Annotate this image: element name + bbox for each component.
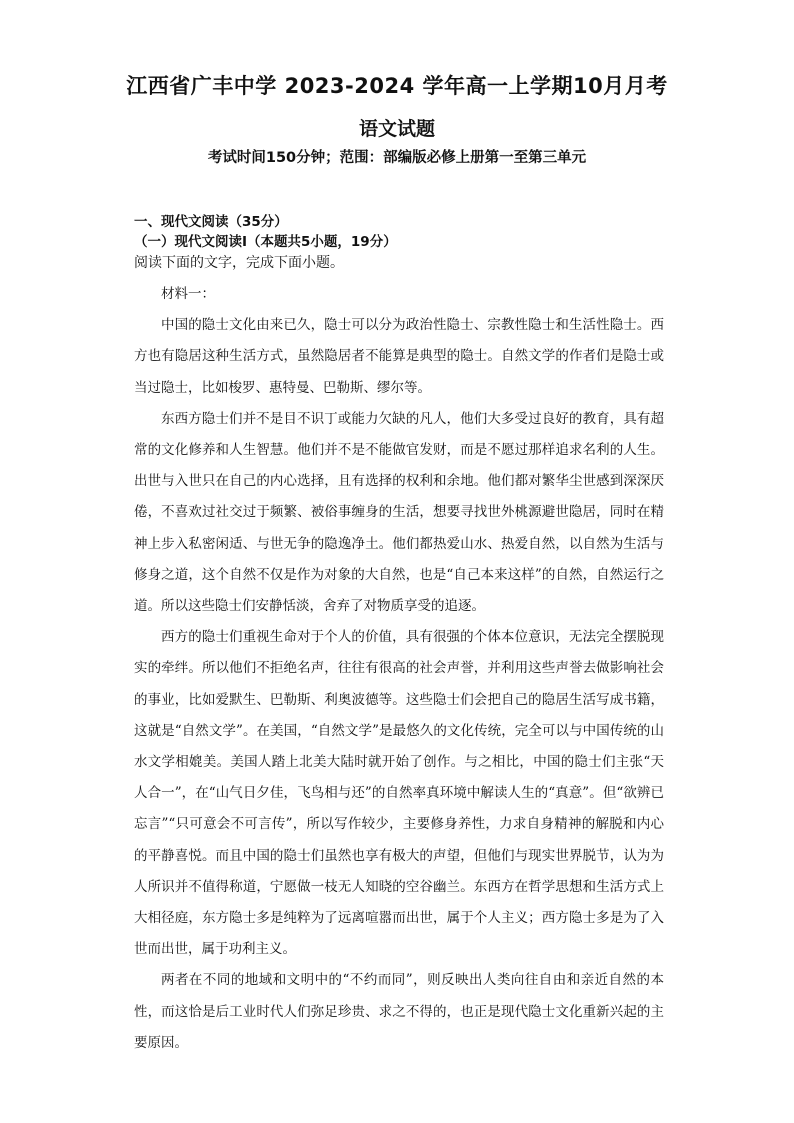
reading-passage: [134, 279, 664, 1059]
passage-paragraph: 中国的隐士文化由来已久，隐士可以分为政治性隐士、宗教性隐士和生活性隐士。西方也有隐居这种生活方式，虽然隐居者不能算是典型的隐士。自然文学的作者们是隐士或当过隐士，比如梭罗、惠特曼、巴勒斯、缪尔等。: [134, 317, 664, 396]
material-label: 材料一：: [161, 286, 215, 302]
exam-info: 考试时间150分钟；范围：部编版必修上册第一至第三单元: [207, 150, 587, 166]
exam-subtitle: 语文试题: [358, 118, 435, 140]
passage-paragraph: 东西方隐士们并不是目不识丁或能力欠缺的凡人，他们大多受过良好的教育，具有超常的文化修养和人生智慧。他们并不是不能做官发财，而是不愿过那样追求名利的人生。出世与入世只在自己的内心选择，且有选择的权利和余地。他们都对繁华尘世感到深深厌倦，不喜欢过社交过于频繁、被俗事缠身的生活，想要寻找世外桃源避世隐居，同时在精神上步入私密闲适、与世无争的隐逸净土。他们都热爱山水、热爱自然，以自然为生活与修身之道，这个自然不仅是作为对象的大自然，也是“自己本来这样”的自然，自然运行之道。所以这些隐士们安静恬淡，舍弃了对物质享受的追逐。: [134, 410, 664, 615]
passage-paragraph: 西方的隐士们重视生命对于个人的价值，具有很强的个体本位意识，无法完全摆脱现实的牵绊。所以他们不拒绝名声，往往有很高的社会声誉，并利用这些声誉去做影响社会的事业，比如爱默生、巴勒斯、利奥波德等。这些隐士们会把自己的隐居生活写成书籍，这就是“自然文学”。在美国，“自然文学”是最悠久的文化传统，完全可以与中国传统的山水文学相媲美。美国人踏上北美大陆时就开始了创作。与之相比，中国的隐士们主张“天人合一”，在“山气日夕佳，飞鸟相与还”的自然率真环境中解读人生的“真意”。但“欲辨已忘言”“只可意会不可言传”，所以写作较少，主要修身养性，力求自身精神的解脱和内心的平静喜悦。而且中国的隐士们虽然也享有极大的声望，但他们与现实世界脱节，认为为人所识并不值得称道，宁愿做一枝无人知晓的空谷幽兰。东西方在哲学思想和生活方式上大相径庭，东方隐士多是纯粹为了远离喧嚣而出世，属于个人主义；西方隐士多是为了入世而出世，属于功利主义。: [134, 629, 664, 958]
reading-instruction: 阅读下面的文字，完成下面小题。: [134, 255, 344, 271]
exam-title: 江西省广丰中学 2023-2024 学年高一上学期10月月考: [126, 74, 668, 98]
subsection-heading: （一）现代文阅读Ⅰ（本题共5小题，19分）: [134, 234, 397, 250]
passage-paragraph: 两者在不同的地域和文明中的“不约而同”，则反映出人类向往自由和亲近自然的本性，而这恰是后工业时代人们弥足珍贵、求之不得的，也正是现代隐士文化重新兴起的主要原因。: [134, 972, 664, 1051]
section-heading: 一、现代文阅读（35分）: [134, 214, 288, 230]
